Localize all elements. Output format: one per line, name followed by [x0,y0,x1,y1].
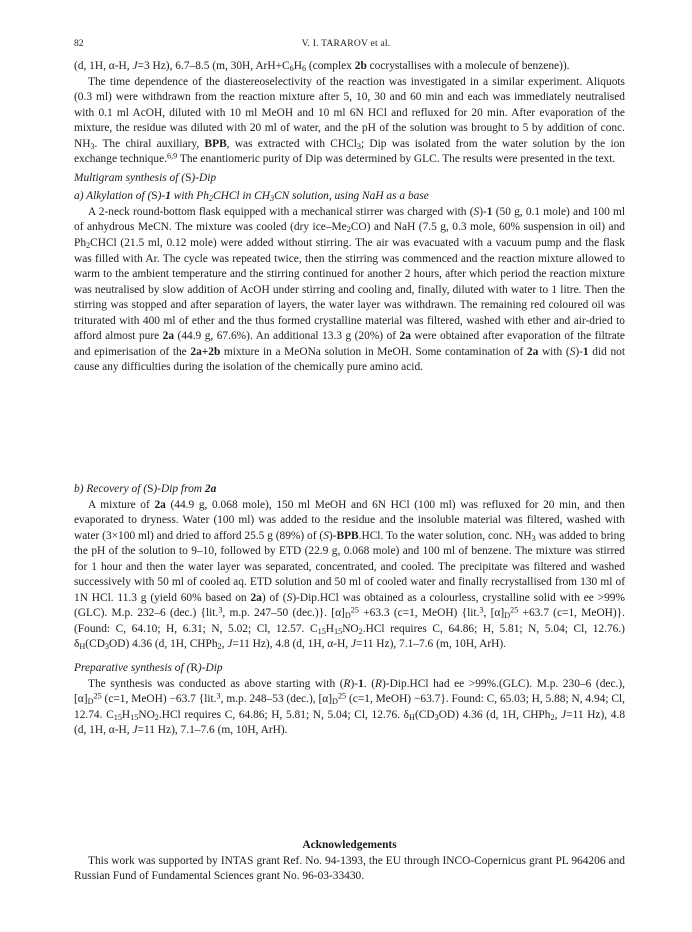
recovery-heading: b) Recovery of (S)-Dip from 2a [74,483,217,495]
acknowledgements-section [74,838,625,885]
recovery-section [74,479,625,739]
experimental-section [74,59,625,376]
acknowledgements-paragraph: This work was supported by INTAS grant Ref. No. 94-1393, the EU through INCO-Copernicus grant PL 964206 and Russian Fund of Fundamental Sciences grant No. 96-03-33430. [74,854,625,883]
page-number: 82 [74,38,84,49]
preparative-paragraph: The synthesis was conducted as above starting with (R)-1. (R)-Dip.HCl had ee >99%.(GLC). M.p. 230–6 (dec.), $[\alpha]_D^{25}$ (c=1, MeOH) −63.7 {lit.$^3$, m.p. 248–53 (dec.), $[\alpha]_D^{25}$ (c=1, MeOH) −63.7}. Found: C, 65.03; H, 5.88; N, 4.94; Cl, 12.74. $C_{15}H_{15}NO_2.HCl$ requires C, 64.86; H, 5.81; N, 5.04; Cl, 12.76. $\delta_H(CD_3OD)$ 4.36 (d, 1H, CHPh$_2$, J=11 Hz), 4.8 (d, 1H, α-H, J=11 Hz), 7.1–7.6 (m, 10H, ArH). [74,677,626,737]
preparative-heading: Preparative synthesis of (R)-Dip [74,662,223,675]
compound-2b-data-tail: (d, 1H, α-H, J=3 Hz), 6.7–8.5 (m, 30H, $ArH+C_6H_6$ (complex 2b cocrystallises with a molecule of benzene)). [74,60,570,74]
multigram-heading: Multigram synthesis of (S)-Dip [74,171,217,184]
acknowledgements-heading: Acknowledgements [302,839,397,851]
diastereoselectivity-paragraph: The time dependence of the diastereoselectivity of the reaction was investigated in a similar experiment. Aliquots (0.3 ml) were withdrawn from the reaction mixture after 5, 10, 30 and 60 min and each was immediately neutralised with 0.1 ml AcOH, diluted with 10 ml MeOH and 10 ml 6N HCl and refluxed for 20 min. After evaporation of the mixture, the residue was diluted with 20 ml of water, and the pH of the solution was brought to 5 by addition of conc. $NH_3$. The chiral auxiliary, BPB, was extracted with CHCl$_3$; Dip was isolated from the water solution by the ion exchange technique.$^{6,9}$ The enantiomeric purity of Dip was determined by GLC. The results were presented in the text. [74,75,626,166]
recovery-paragraph: A mixture of 2a (44.9 g, 0.068 mole), 150 ml MeOH and 6N HCl (100 ml) was refluxed for 20 min, and then evaporated to dryness. Water (100 ml) was added to the residue and the insoluble material was filtered, washed with water (3×100 ml) and dried to afford 25.5 g (89%) of (S)-BPB.HCl. To the water solution, conc. $NH_3$ was added to bring the pH of the solution to 9–10, followed by ETD (22.9 g, 0.068 mole) and 100 ml of benzene. The mixture was stirred for 1 hour and then the water layer was separated, concentrated, and cooled. The precipitate was filtered and washed successively with 50 ml of cooled aq. ETD solution and 50 ml of cooled water and finally recrystallised from 130 ml of 1N HCl. 11.3 g (yield 60% based on 2a) of (S)-Dip.HCl was obtained as a colourless, crystalline solid with ee >99% (GLC). M.p. 232–6 (dec.) {lit.$^3$, m.p. 247–50 (dec.)}. $[\alpha]_D^{25} +63.3$ (c=1, MeOH) {lit.$^3$, $[\alpha]_D^{25} +63.7$ (c=1, MeOH)}. (Found: C, 64.10; H, 6.31; N, 5.02; Cl, 12.57. $C_{15}H_{15}NO_2.HCl$ requires C, 64.86; H, 5.81; N, 5.04; Cl, 12.76.) $\delta_H(CD_3OD)$ 4.36 (d, 1H, CHPh$_2$, J=11 Hz), 4.8 (d, 1H, α-H, J=11 Hz), 7.1–7.6 (m, 10H, ArH). [74,498,626,652]
alkylation-paragraph: A 2-neck round-bottom flask equipped with a mechanical stirrer was charged with (S)-1 (50 g, 0.1 mole) and 100 ml of anhydrous MeCN. The mixture was cooled (dry ice–$Me_2CO$) and NaH (7.5 g, 0.3 mole, 60% suspension in oil) and $Ph_2CHCl$ (21.5 ml, 0.12 mole) were added without stirring. The air was evacuated with a vacuum pump and the flask was filled with Ar. The cycle was repeated twice, then the stirring was commenced and the reaction mixture allowed to warm to the ambient temperature and the stirring continued for another 2 hours, after which period the reaction mixture was neutralised by slow addition of AcOH under stirring and cooling and, finally, diluted with water to 1 litre. Then the stirring was stopped and after separation of layers, the water layer was withdrawn. The remaining red coloured oil was triturated with 400 ml of ether and the thus formed crystalline material was filtered, washed with ether and air-dried to afford almost pure 2a (44.9 g, 67.6%). An additional 13.3 g (20%) of 2a were obtained after evaporation of the filtrate and epimerisation of the 2a+2b mixture in a MeONa solution in MeOH. Some contamination of 2a with (S)-1 did not cause any difficulties during the isolation of the chemically pure amino acid. [74,205,625,374]
alkylation-heading: a) Alkylation of (S)-1 with $Ph_2CHCl$ in $CH_3CN$ solution, using NaH as a base [74,190,429,204]
running-head: V. I. TARAROV et al. [301,38,391,49]
